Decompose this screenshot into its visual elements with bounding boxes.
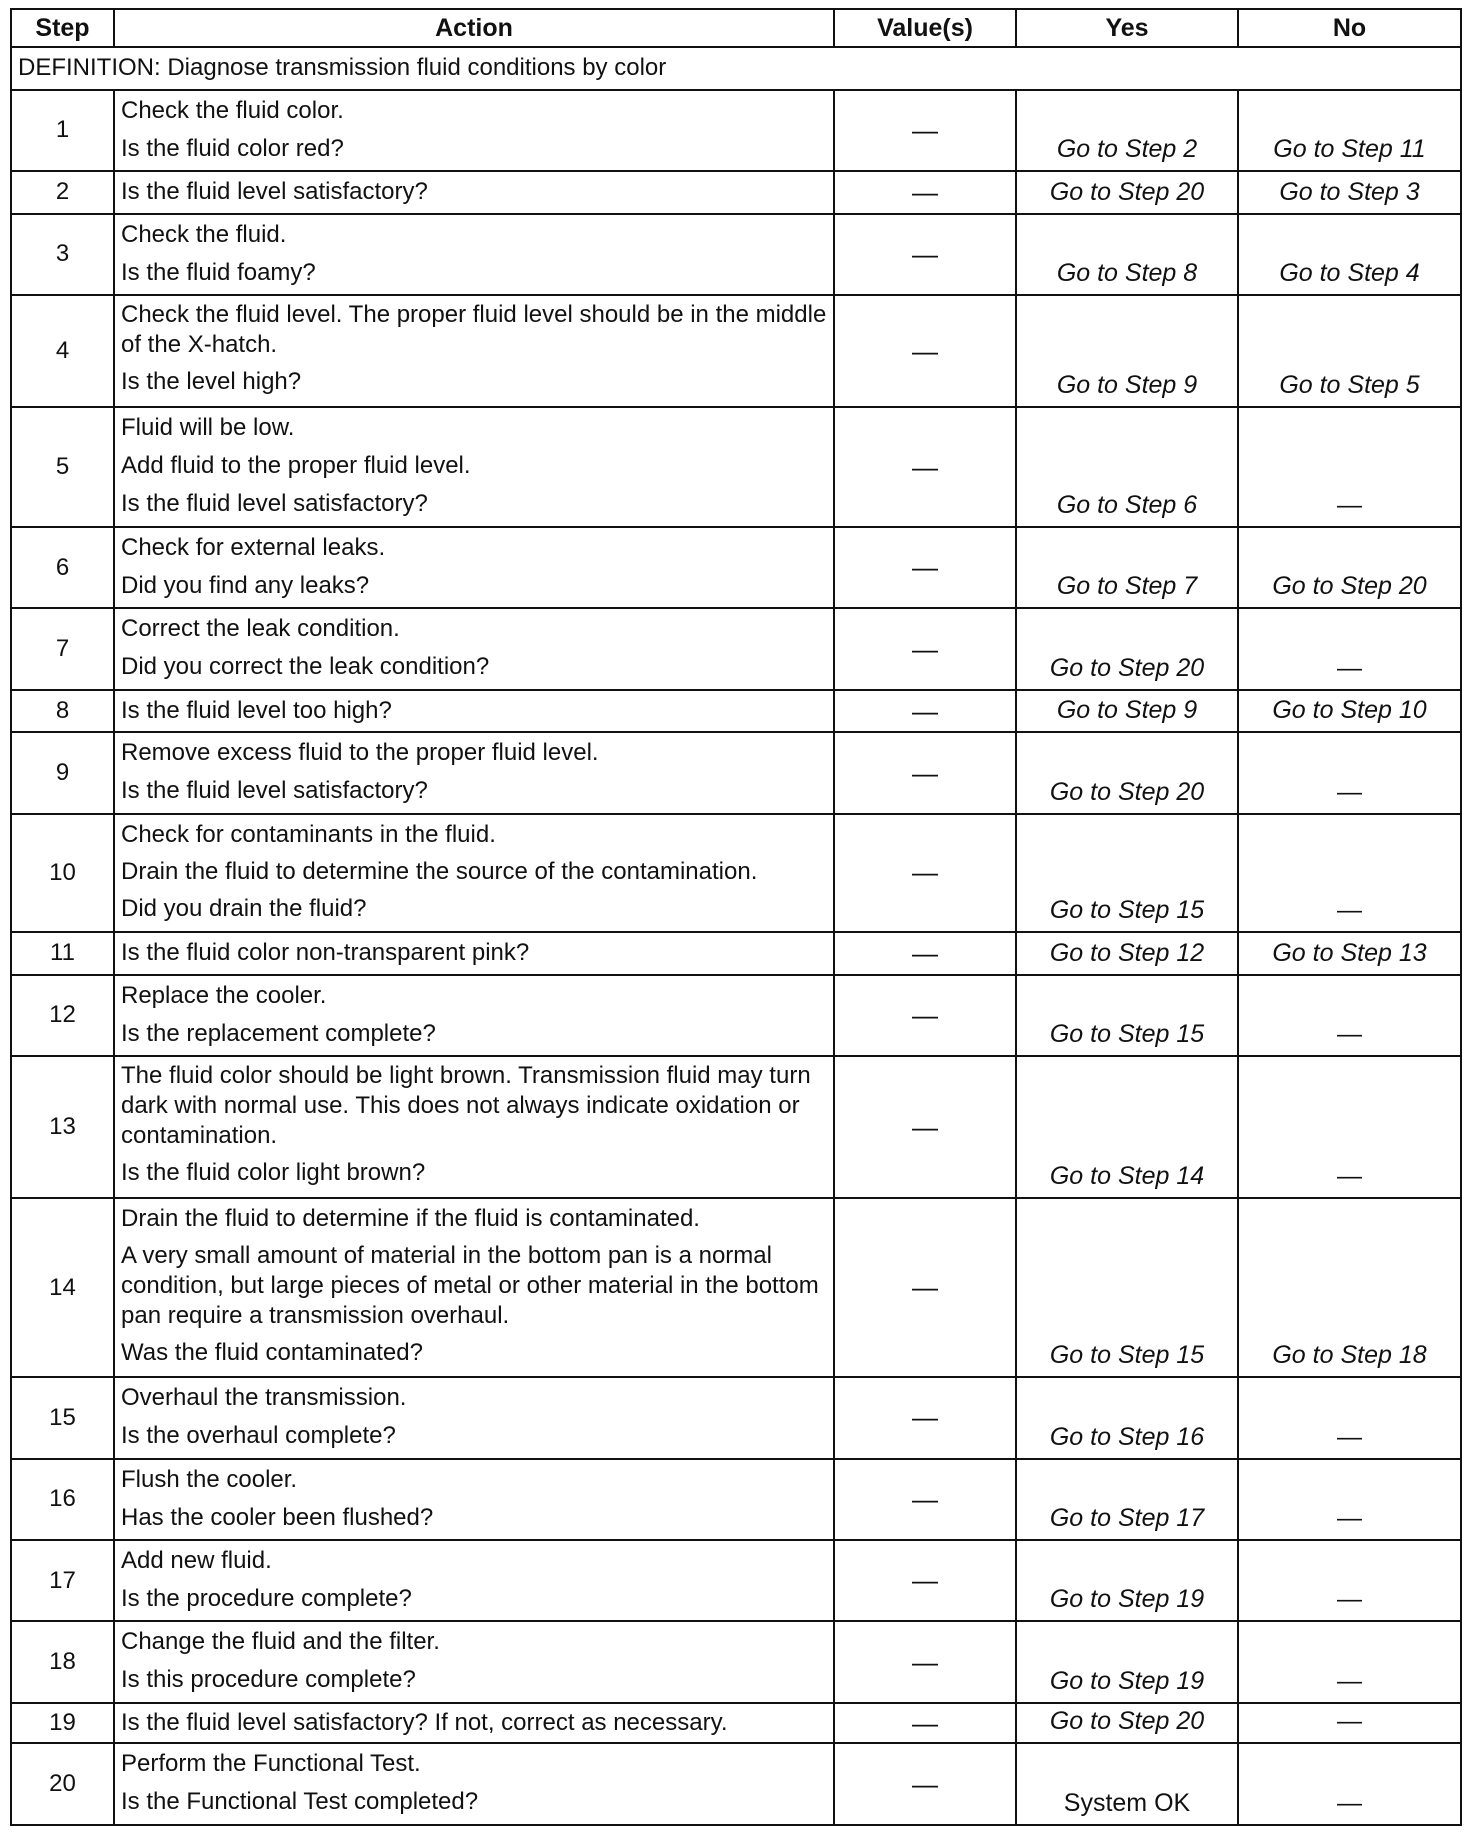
value-cell: — — [834, 932, 1016, 975]
step-number: 1 — [11, 90, 114, 171]
step-number: 20 — [11, 1743, 114, 1825]
table-row — [11, 690, 1461, 733]
yes-cell: Go to Step 6 — [1016, 407, 1238, 527]
no-cell: — — [1238, 975, 1461, 1056]
table-row — [11, 608, 1461, 689]
yes-cell: Go to Step 16 — [1016, 1377, 1238, 1458]
yes-cell: Go to Step 9 — [1016, 295, 1238, 407]
step-number: 5 — [11, 407, 114, 527]
action-cell — [114, 1703, 834, 1744]
action-line: Is the fluid level satisfactory? — [121, 490, 428, 518]
action-line: Is the fluid foamy? — [121, 258, 316, 286]
header-no: No — [1238, 9, 1461, 47]
no-cell: — — [1238, 1377, 1461, 1458]
table-row — [11, 1621, 1461, 1702]
table-row — [11, 214, 1461, 295]
action-line: Is the fluid level too high? — [121, 696, 392, 724]
step-number: 15 — [11, 1377, 114, 1458]
action-line: Drain the fluid to determine if the fluid is contaminated. — [121, 1205, 700, 1233]
value-cell: — — [834, 1198, 1016, 1377]
action-cell — [114, 90, 834, 171]
step-number: 16 — [11, 1459, 114, 1540]
yes-cell: Go to Step 15 — [1016, 1198, 1238, 1377]
step-number: 18 — [11, 1621, 114, 1702]
yes-cell: Go to Step 20 — [1016, 1703, 1238, 1744]
action-line: Correct the leak condition. — [121, 615, 400, 643]
action-cell — [114, 1540, 834, 1621]
action-line: Add fluid to the proper fluid level. — [121, 452, 471, 480]
yes-cell: Go to Step 15 — [1016, 975, 1238, 1056]
no-cell: Go to Step 11 — [1238, 90, 1461, 171]
definition-row — [11, 47, 1461, 90]
step-number: 6 — [11, 527, 114, 608]
action-line: Is the fluid level satisfactory? If not, correct as necessary. — [121, 1708, 728, 1736]
yes-cell: Go to Step 8 — [1016, 214, 1238, 295]
action-cell — [114, 1621, 834, 1702]
yes-cell: Go to Step 17 — [1016, 1459, 1238, 1540]
action-cell — [114, 814, 834, 932]
action-line: Check the fluid level. The proper fluid level should be in the middle of the X-hatch. — [121, 301, 827, 359]
action-cell — [114, 407, 834, 527]
no-cell: — — [1238, 608, 1461, 689]
action-line: Has the cooler been flushed? — [121, 1503, 434, 1531]
header-action: Action — [114, 9, 834, 47]
yes-cell: Go to Step 15 — [1016, 814, 1238, 932]
action-line: Is the Functional Test completed? — [121, 1788, 479, 1816]
yes-cell: Go to Step 20 — [1016, 732, 1238, 813]
action-cell — [114, 1198, 834, 1377]
value-cell: — — [834, 171, 1016, 214]
no-cell: — — [1238, 407, 1461, 527]
action-cell — [114, 732, 834, 813]
step-number: 17 — [11, 1540, 114, 1621]
action-cell — [114, 527, 834, 608]
action-line: Was the fluid contaminated? — [121, 1339, 423, 1367]
value-cell: — — [834, 214, 1016, 295]
table-row — [11, 814, 1461, 932]
step-number: 7 — [11, 608, 114, 689]
table-row — [11, 295, 1461, 407]
action-line: Is the fluid color light brown? — [121, 1158, 426, 1186]
table-row — [11, 1377, 1461, 1458]
no-cell: — — [1238, 1459, 1461, 1540]
no-cell: — — [1238, 1056, 1461, 1198]
step-number: 11 — [11, 932, 114, 975]
no-cell: Go to Step 10 — [1238, 690, 1461, 733]
table-row — [11, 527, 1461, 608]
yes-cell: System OK — [1016, 1743, 1238, 1825]
action-line: Check for external leaks. — [121, 534, 386, 562]
no-cell: Go to Step 3 — [1238, 171, 1461, 214]
yes-cell: Go to Step 2 — [1016, 90, 1238, 171]
action-line: A very small amount of material in the bottom pan is a normal condition, but large pieces of metal or other material in the bottom pan require a transmission overhaul. — [121, 1242, 819, 1330]
action-line: Check the fluid. — [121, 220, 287, 248]
header-step: Step — [11, 9, 114, 47]
yes-cell: Go to Step 20 — [1016, 608, 1238, 689]
yes-cell: Go to Step 7 — [1016, 527, 1238, 608]
action-line: Is the fluid level satisfactory? — [121, 777, 428, 805]
action-line: Remove excess fluid to the proper fluid level. — [121, 739, 599, 767]
action-line: Is the replacement complete? — [121, 1019, 436, 1047]
action-line: Is the fluid color red? — [121, 134, 344, 162]
action-line: Perform the Functional Test. — [121, 1750, 421, 1778]
action-line: Replace the cooler. — [121, 981, 327, 1009]
yes-cell: Go to Step 9 — [1016, 690, 1238, 733]
action-line: Drain the fluid to determine the source of the contamination. — [121, 857, 758, 885]
yes-cell: Go to Step 19 — [1016, 1540, 1238, 1621]
table-row — [11, 732, 1461, 813]
no-cell: — — [1238, 1703, 1461, 1744]
step-number: 9 — [11, 732, 114, 813]
table-row — [11, 1743, 1461, 1825]
yes-cell: Go to Step 19 — [1016, 1621, 1238, 1702]
header-row — [11, 9, 1461, 47]
step-number: 8 — [11, 690, 114, 733]
action-line: Flush the cooler. — [121, 1465, 298, 1493]
value-cell: — — [834, 1743, 1016, 1825]
value-cell: — — [834, 608, 1016, 689]
action-line: Fluid will be low. — [121, 414, 295, 442]
action-cell — [114, 932, 834, 975]
yes-cell: Go to Step 14 — [1016, 1056, 1238, 1198]
table-row — [11, 407, 1461, 527]
action-line: Is the fluid color non-transparent pink? — [121, 938, 530, 966]
value-cell: — — [834, 295, 1016, 407]
action-line: Check the fluid color. — [121, 96, 344, 124]
value-cell: — — [834, 90, 1016, 171]
table-row — [11, 975, 1461, 1056]
action-cell — [114, 295, 834, 407]
action-line: Check for contaminants in the fluid. — [121, 820, 496, 848]
action-cell — [114, 975, 834, 1056]
value-cell: — — [834, 732, 1016, 813]
action-line: Is the overhaul complete? — [121, 1422, 396, 1450]
action-line: Change the fluid and the filter. — [121, 1628, 440, 1656]
table-row — [11, 1056, 1461, 1198]
value-cell: — — [834, 1540, 1016, 1621]
action-line: Is the fluid level satisfactory? — [121, 178, 428, 206]
step-number: 2 — [11, 171, 114, 214]
action-cell — [114, 1377, 834, 1458]
action-line: Is this procedure complete? — [121, 1666, 416, 1694]
step-number: 12 — [11, 975, 114, 1056]
action-line: The fluid color should be light brown. Transmission fluid may turn dark with normal use. This does not always indicate oxidation or contamination. — [121, 1061, 811, 1149]
no-cell: — — [1238, 1743, 1461, 1825]
action-cell — [114, 1459, 834, 1540]
definition-text: DEFINITION: Diagnose transmission fluid conditions by color — [11, 47, 1461, 90]
action-line: Is the level high? — [121, 368, 302, 396]
no-cell: — — [1238, 814, 1461, 932]
no-cell: — — [1238, 1621, 1461, 1702]
header-yes: Yes — [1016, 9, 1238, 47]
value-cell: — — [834, 1703, 1016, 1744]
value-cell: — — [834, 527, 1016, 608]
action-cell — [114, 214, 834, 295]
value-cell: — — [834, 975, 1016, 1056]
yes-cell: Go to Step 12 — [1016, 932, 1238, 975]
action-line: Is the procedure complete? — [121, 1585, 412, 1613]
step-number: 19 — [11, 1703, 114, 1744]
no-cell: Go to Step 13 — [1238, 932, 1461, 975]
action-cell — [114, 1743, 834, 1825]
no-cell: — — [1238, 732, 1461, 813]
yes-cell: Go to Step 20 — [1016, 171, 1238, 214]
table-row — [11, 171, 1461, 214]
table-row — [11, 1703, 1461, 1744]
action-cell — [114, 690, 834, 733]
value-cell: — — [834, 814, 1016, 932]
value-cell: — — [834, 1377, 1016, 1458]
table-row — [11, 90, 1461, 171]
diagnostic-table — [10, 8, 1462, 1826]
step-number: 3 — [11, 214, 114, 295]
action-line: Add new fluid. — [121, 1547, 272, 1575]
action-cell — [114, 608, 834, 689]
table-row — [11, 1540, 1461, 1621]
value-cell: — — [834, 1459, 1016, 1540]
step-number: 13 — [11, 1056, 114, 1198]
action-cell — [114, 171, 834, 214]
value-cell: — — [834, 1056, 1016, 1198]
step-number: 4 — [11, 295, 114, 407]
action-line: Did you drain the fluid? — [121, 894, 367, 922]
action-line: Did you correct the leak condition? — [121, 653, 490, 681]
action-line: Did you find any leaks? — [121, 572, 370, 600]
table-row — [11, 1459, 1461, 1540]
step-number: 14 — [11, 1198, 114, 1377]
no-cell: Go to Step 18 — [1238, 1198, 1461, 1377]
no-cell: — — [1238, 1540, 1461, 1621]
no-cell: Go to Step 4 — [1238, 214, 1461, 295]
value-cell: — — [834, 407, 1016, 527]
table-row — [11, 932, 1461, 975]
step-number: 10 — [11, 814, 114, 932]
table-row — [11, 1198, 1461, 1377]
value-cell: — — [834, 690, 1016, 733]
value-cell: — — [834, 1621, 1016, 1702]
no-cell: Go to Step 20 — [1238, 527, 1461, 608]
action-line: Overhaul the transmission. — [121, 1384, 407, 1412]
header-values: Value(s) — [834, 9, 1016, 47]
action-cell — [114, 1056, 834, 1198]
no-cell: Go to Step 5 — [1238, 295, 1461, 407]
